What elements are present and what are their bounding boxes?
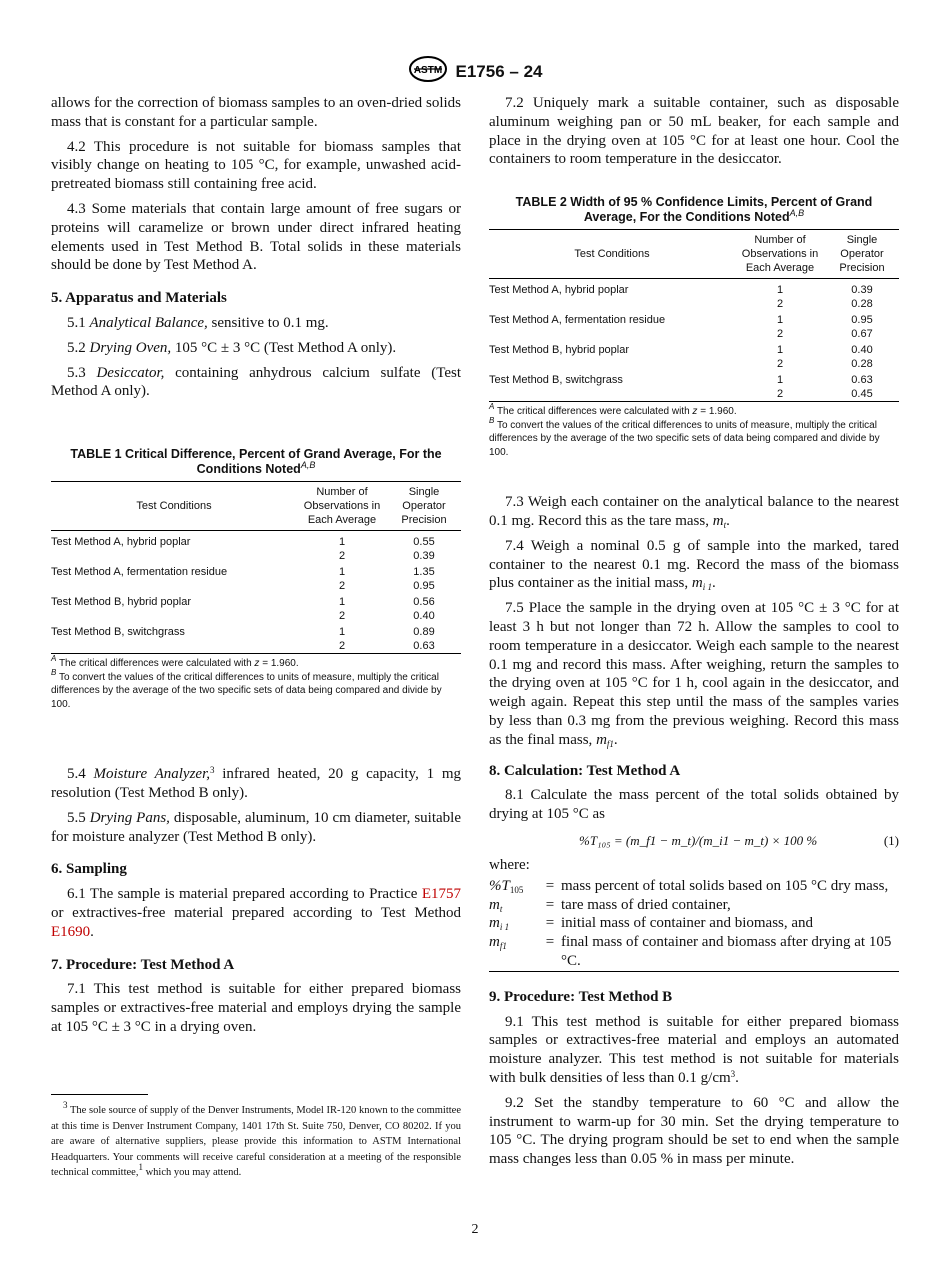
table-row: Test Method A, hybrid poplar 1 0.55 bbox=[51, 536, 435, 549]
table-2-note-b: $^B$ To convert the values of the critical differences to units of measure, multiply the critical differences by the average of the two specific sets of data being compared and divide by 100. bbox=[489, 415, 880, 458]
paragraph-5-4: 5.4 Moisture Analyzer,$^3$ infrared heated, 20 g capacity, 1 mg resolution (Test Method B only). bbox=[51, 765, 461, 801]
table-row: 2 0.28 bbox=[776, 357, 873, 370]
table-row: Test Method B, hybrid poplar 1 0.56 bbox=[51, 596, 435, 609]
left-column bbox=[51, 94, 461, 1043]
paragraph-5-5: 5.5 Drying Pans, disposable, aluminum, 10 cm diameter, suitable for moisture analyzer (Test Method B only). bbox=[51, 809, 461, 845]
variable-definitions bbox=[489, 877, 899, 972]
paragraph-9-2: 9.2 Set the standby temperature to 60 °C and allow the instrument to warm-up for 30 min. Set the drying temperature to 105 °C. The drying program should be set to end when the sample mass changes less than 0.05 % in mass per minute. bbox=[489, 1094, 899, 1168]
table-row: 2 0.63 bbox=[338, 639, 435, 652]
section-7-heading: 7. Procedure: Test Method A bbox=[51, 956, 235, 973]
equation-1-body: %T₁₀₅ = (m_f1 − m_t)/(m_i1 − m_t) × 100 % bbox=[579, 832, 818, 848]
page-header bbox=[0, 56, 950, 87]
table-1-note-a: $^A$ The critical differences were calculated with z = 1.960. bbox=[51, 654, 299, 670]
table-2-caption: TABLE 2 Width of 95 % Confidence Limits, Percent of Grand Average, For the Conditions Noted$^{A,B}$ bbox=[515, 195, 873, 225]
paragraph-4-3: 4.3 Some materials that contain large amount of free sugars or proteins will caramelize or brown under direct infrared heating elements used in Test Method B. Total solids in these materials should be done by Test Method A. bbox=[51, 200, 461, 274]
table-1-header-observations: Number of Observations in Each Average bbox=[303, 486, 381, 527]
page-number: 2 bbox=[471, 1222, 479, 1237]
definition-row: $\%T_{105}$ = mass percent of total solids based on 105 °C dry mass, bbox=[489, 877, 889, 895]
section-6-heading: 6. Sampling bbox=[51, 861, 127, 878]
paragraph-7-1: 7.1 This test method is suitable for either prepared biomass samples or extractives-free material and employs drying the sample at 105 °C ± 3 °C in a drying oven. bbox=[51, 981, 461, 1035]
table-1-grid bbox=[51, 481, 461, 654]
paragraph-9-1: 9.1 This test method is suitable for either prepared biomass samples or extractives-free material and employs an automated moisture analyzer. This test method is not suitable for materials with bulk densities of less than 0.1 $g/cm^3$. bbox=[489, 1013, 899, 1086]
paragraph-7-5: 7.5 Place the sample in the drying oven at 105 °C ± 3 °C for at least 3 h but not longer than 72 h. Allow the samples to cool to room temperature in a desiccator. Weigh each sample to the nearest 0.1 mg and record this mass. After weighing, return the samples to the drying oven at 105 °C for 1 h, cool again in the desiccator, and weigh again. Repeat this step until the mass of the samples varies by less than 0.3 mg from the previous weighing. Record this mass as the final mass, $m_{f1}$. bbox=[489, 600, 899, 749]
paragraph-5-2: 5.2 Drying Oven, 105 °C ± 3 °C (Test Method A only). bbox=[67, 339, 397, 356]
definition-row: $m_{f1}$ = final mass of container and biomass after drying at 105 °C. bbox=[489, 934, 892, 969]
link-e1690[interactable]: E1690 bbox=[51, 923, 91, 940]
table-2 bbox=[489, 195, 899, 459]
table-1-header-precision: Single Operator Precision bbox=[401, 486, 447, 527]
table-2-note-a: $^A$ The critical differences were calculated with z = 1.960. bbox=[489, 402, 737, 418]
table-row: Test Method B, hybrid poplar 1 0.40 bbox=[489, 344, 873, 357]
table-row: Test Method B, switchgrass 1 0.89 bbox=[51, 626, 435, 639]
paragraph-5-1: 5.1 Analytical Balance, sensitive to 0.1 mg. bbox=[67, 314, 329, 331]
table-1-note-b: $^B$ To convert the values of the critical differences to units of measure, multiply the critical differences by the average of the two specific sets of data being compared and divide by 100. bbox=[51, 667, 442, 710]
footnote-divider bbox=[51, 1094, 148, 1095]
paragraph-4-2: 4.2 This procedure is not suitable for biomass samples that visibly change on heating to 105 °C, for example, unwashed acid-pretreated biomass still containing free acid. bbox=[51, 138, 461, 193]
table-row: Test Method B, switchgrass 1 0.63 bbox=[489, 374, 873, 387]
paragraph-8-1: 8.1 Calculate the mass percent of the total solids obtained by drying at 105 °C as bbox=[489, 787, 899, 823]
table-row: Test Method A, fermentation residue 1 0.95 bbox=[489, 314, 873, 327]
section-5-heading: 5. Apparatus and Materials bbox=[51, 290, 227, 307]
table-2-header-conditions: Test Conditions bbox=[574, 248, 650, 261]
table-row: 2 0.40 bbox=[338, 609, 435, 622]
paragraph-5-3: 5.3 Desiccator, containing anhydrous calcium sulfate (Test Method A only). bbox=[51, 364, 461, 400]
paragraph-7-4: 7.4 Weigh a nominal 0.5 g of sample into the marked, tared container to the nearest 0.1 mg. Record the mass of the biomass plus container as the initial mass, $m_{i 1}$. bbox=[489, 537, 899, 593]
table-row: 2 0.39 bbox=[338, 549, 435, 562]
table-2-header-precision: Single Operator Precision bbox=[839, 234, 885, 275]
definition-row: $m_t$ = tare mass of dried container, bbox=[489, 896, 731, 914]
paragraph-continued: allows for the correction of biomass samples to an oven-dried solids mass that is constant for a particular sample. bbox=[51, 95, 461, 130]
table-row: 2 0.28 bbox=[776, 297, 873, 310]
table-1-header-conditions: Test Conditions bbox=[136, 500, 212, 513]
paragraph-7-2: 7.2 Uniquely mark a suitable container, such as disposable aluminum weighing pan or 50 mL beaker, for each sample and place in the drying oven at 105 °C for at least one hour. Cool the containers to room temperature in the desiccator. bbox=[489, 95, 899, 168]
astm-logo-icon bbox=[408, 56, 448, 87]
table-row: 2 0.45 bbox=[776, 387, 873, 400]
definition-row: $m_{i 1}$ = initial mass of container and biomass, and bbox=[489, 915, 814, 933]
table-2-grid bbox=[489, 229, 899, 402]
table-row: Test Method A, hybrid poplar 1 0.39 bbox=[489, 284, 873, 297]
table-2-header-observations: Number of Observations in Each Average bbox=[741, 234, 819, 275]
svg-text:ASTM: ASTM bbox=[413, 65, 442, 76]
where-label: where: bbox=[489, 856, 530, 873]
section-9-heading: 9. Procedure: Test Method B bbox=[489, 988, 673, 1005]
table-row: Test Method A, fermentation residue 1 1.35 bbox=[51, 566, 435, 579]
section-8-heading: 8. Calculation: Test Method A bbox=[489, 762, 681, 779]
footnote-3: $^3$ The sole source of supply of the Denver Instruments, Model IR-120 known to the committee at this time is Denver Instrument Company, 1401 17th St. Suite 750, Denver, CO 80202. If you are aware of alternative suppliers, please provide this information to ASTM International Headquarters. Your comments will receive careful consideration at a meeting of the responsible technical committee,$^1$ which you may attend. bbox=[51, 1100, 461, 1178]
document-id: E1756 – 24 bbox=[455, 61, 543, 81]
equation-1 bbox=[489, 830, 899, 852]
paragraph-6-1: 6.1 The sample is material prepared according to Practice E1757 or extractives-free material prepared according to Test Method E1690. bbox=[51, 886, 462, 940]
equation-1-number: (1) bbox=[883, 832, 899, 848]
table-1-caption: TABLE 1 Critical Difference, Percent of Grand Average, For the Conditions Noted$^{A,B}$ bbox=[70, 447, 442, 477]
paragraph-7-3: 7.3 Weigh each container on the analytical balance to the nearest 0.1 mg. Record this as the tare mass, $m_t$. bbox=[489, 494, 899, 530]
table-1 bbox=[51, 447, 461, 711]
right-column bbox=[489, 94, 899, 1175]
link-e1757[interactable]: E1757 bbox=[421, 886, 462, 903]
table-row: 2 0.67 bbox=[776, 327, 873, 340]
table-row: 2 0.95 bbox=[338, 579, 435, 592]
